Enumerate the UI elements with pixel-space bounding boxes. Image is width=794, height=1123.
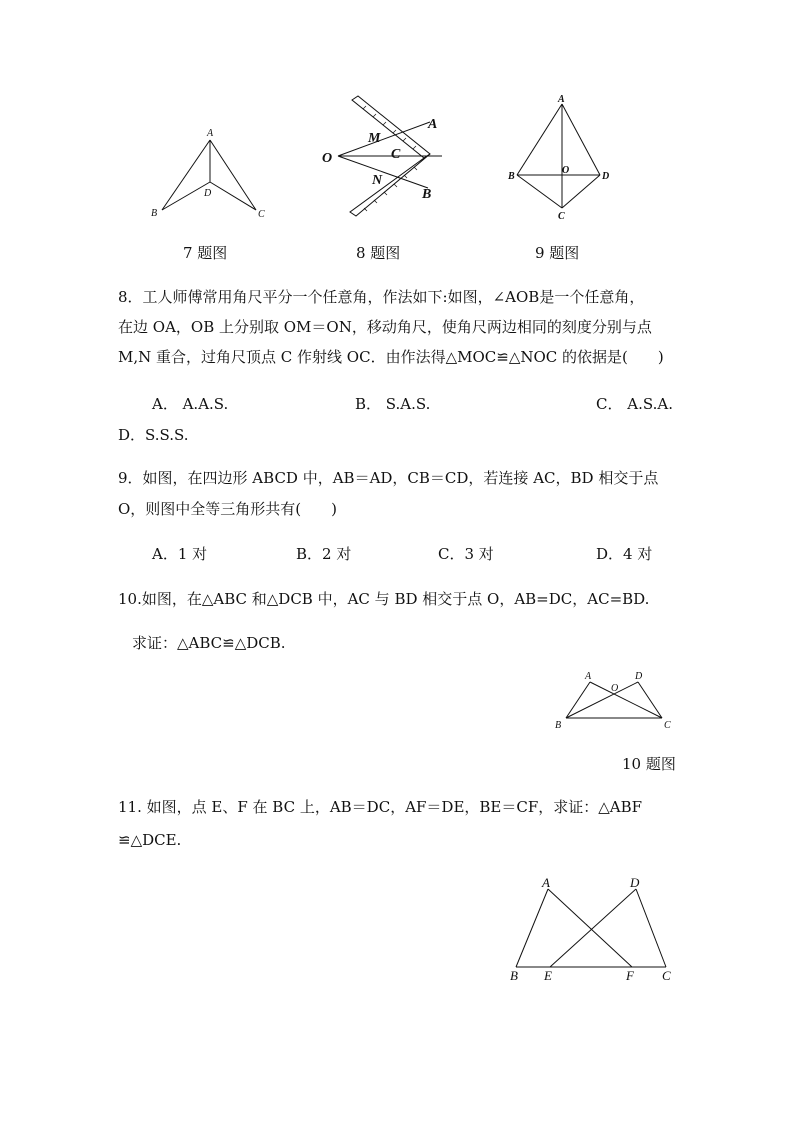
fig10-label-a: A [585, 671, 592, 682]
q9-option-d: D．4 对 [596, 545, 653, 563]
fig11-label-c: C [662, 968, 671, 983]
fig9-segment-bc [517, 175, 562, 208]
fig10-segment-ab [566, 682, 590, 718]
fig7-segment-bd [162, 182, 210, 210]
fig7-label-b: B [151, 208, 158, 219]
q9-option-a: A．1 对 [152, 545, 208, 563]
fig11-label-d: D [630, 875, 640, 890]
q10-line-1: 10.如图，在△ABC 和△DCB 中，AC 与 BD 相交于点 O，AB=DC，AC=BD. [118, 590, 650, 608]
fig9-label-c: C [558, 211, 565, 222]
fig8-ray-ob [338, 156, 428, 188]
q9-line-2: O，则图中全等三角形共有( ) [118, 500, 338, 518]
fig9-label-o: O [562, 165, 570, 176]
fig7-segment-ab [162, 140, 210, 210]
fig8-label-n: N [372, 173, 383, 188]
q8-line-2: 在边 OA，OB 上分别取 OM＝ON，移动角尺，使角尺两边相同的刻度分别与点 [118, 318, 652, 336]
fig9-label-d: D [602, 171, 610, 182]
q8-option-a: A． A.A.S. [152, 395, 229, 413]
q8-option-b: B． S.A.S. [355, 395, 431, 413]
q11-line-1: 11. 如图，点 E、F 在 BC 上，AB＝DC，AF＝DE，BE＝CF，求证：△ABF [118, 798, 643, 816]
fig8-label-c: C [391, 147, 401, 162]
fig10-label-d: D [635, 671, 643, 682]
fig8-label-a: A [428, 117, 438, 132]
q8-option-d: D．S.S.S. [118, 426, 189, 444]
q9-option-b: B．2 对 [296, 545, 352, 563]
fig7-label-a: A [207, 128, 214, 139]
fig8-ray-oa [338, 122, 430, 156]
figure-9-caption: 9 题图 [535, 244, 580, 262]
fig9-label-b: B [508, 171, 515, 182]
figure-9 [505, 92, 620, 227]
fig11-label-b: B [510, 968, 518, 983]
figure-8-caption: 8 题图 [356, 244, 401, 262]
fig8-label-o: O [322, 151, 333, 166]
q11-line-2: ≌△DCE. [118, 831, 182, 849]
fig7-label-c: C [258, 209, 265, 220]
fig7-segment-ac [210, 140, 256, 210]
fig11-segment-dc [636, 889, 666, 967]
fig7-label-d: D [204, 188, 212, 199]
fig11-label-f: F [626, 968, 634, 983]
figure-8 [318, 92, 458, 227]
fig11-segment-ab [516, 889, 548, 967]
figure-11 [500, 873, 685, 988]
fig10-label-c: C [664, 720, 671, 731]
q8-option-c: C． A.S.A. [596, 395, 673, 413]
fig10-label-o: O [611, 683, 619, 694]
fig8-label-m: M [368, 131, 381, 146]
q9-option-c: C．3 对 [438, 545, 494, 563]
figure-10 [548, 668, 678, 734]
fig10-segment-bd [566, 682, 638, 718]
q8-line-3: M,N 重合，过角尺顶点 C 作射线 OC．由作法得△MOC≌△NOC 的依据是( ) [118, 348, 664, 366]
fig9-segment-ab [517, 104, 562, 175]
fig10-segment-ac [590, 682, 662, 718]
q8-line-1: 8．工人师傅常用角尺平分一个任意角，作法如下:如图，∠AOB是一个任意角， [118, 288, 645, 306]
fig7-segment-cd [210, 182, 256, 210]
fig10-segment-dc [638, 682, 662, 718]
q9-line-1: 9．如图，在四边形 ABCD 中，AB＝AD，CB＝CD，若连接 AC，BD 相交于点 [118, 469, 659, 487]
figure-7 [140, 120, 280, 230]
fig11-label-e: E [544, 968, 552, 983]
fig9-segment-dc [562, 175, 600, 208]
figure-7-caption: 7 题图 [183, 244, 228, 262]
figure-10-caption: 10 题图 [622, 755, 676, 773]
fig9-label-a: A [558, 94, 565, 105]
fig8-label-b: B [422, 187, 432, 202]
fig11-label-a: A [542, 875, 550, 890]
fig10-label-b: B [555, 720, 562, 731]
fig11-segment-af [548, 889, 632, 967]
fig11-segment-de [550, 889, 636, 967]
fig8-ruler-lower [350, 154, 430, 216]
q10-line-2: 求证：△ABC≌△DCB. [132, 634, 286, 652]
